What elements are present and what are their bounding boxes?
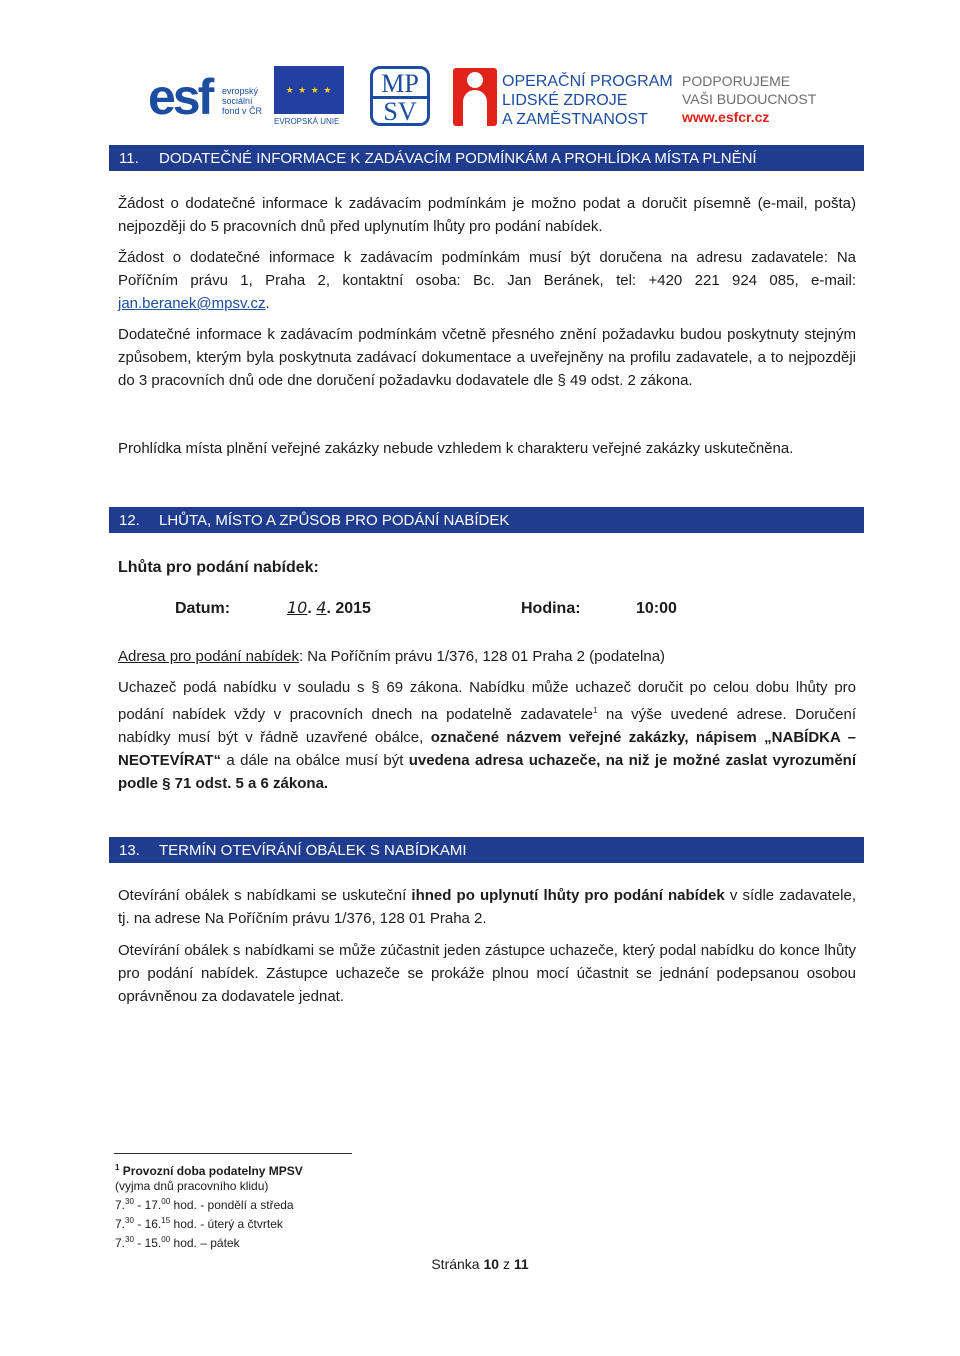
s12-text: na výše uvedené adrese. Doručení nabídky musí být v řádně uzavřené obálce, (118, 706, 856, 746)
footnote-row: 7.30 - 16.15 hod. - úterý a čtvrtek (115, 1216, 283, 1231)
s12-text: a dále na obálce musí být (221, 752, 409, 769)
date-day-handwritten: 10 (287, 598, 308, 617)
op-line: LIDSKÉ ZDROJE (502, 92, 628, 109)
esf-letters: esf (148, 69, 212, 125)
page-number (0, 1256, 960, 1272)
footnote-row: 7.30 - 17.00 hod. - pondělí a středa (115, 1197, 294, 1212)
current-page: 10 (483, 1256, 500, 1272)
section-12-heading (109, 507, 864, 533)
s11-paragraph-1: Žádost o dodatečné informace k zadávacím podmínkám je možno podat a doručit písemně (e-mail, pošta) nejpozději do 5 pracovních dnů před uplynutím lhůty pro podání nabídek. (118, 195, 856, 235)
slogan-line: PODPORUJEME (682, 73, 791, 89)
mpsv-logo-top: MP (381, 69, 419, 98)
esf-logo (148, 66, 348, 128)
s13-paragraph-2: Otevírání obálek s nabídkami se může zúčastnit jeden zástupce uchazeče, který podal nabídku do konce lhůty pro podání nabídek. Zástupce uchazeče se prokáže plnou mocí účastnit se jednání podepsanou osobou oprávněnou za dodavatele jednat. (118, 942, 856, 1005)
section-number: 12. (119, 512, 140, 529)
section-title: TERMÍN OTEVÍRÁNÍ OBÁLEK S NABÍDKAMI (159, 842, 467, 859)
slogan (682, 72, 816, 126)
date-label: Datum: (175, 600, 231, 617)
time-value: 10:00 (636, 600, 677, 617)
total-pages: 11 (513, 1256, 529, 1272)
page-prefix: Stránka (431, 1256, 484, 1272)
footnote (115, 1160, 303, 1251)
esf-url: www.esfcr.cz (682, 109, 770, 125)
s11-paragraph-2 (118, 246, 856, 315)
s13-bold-text: ihned po uplynutí lhůty pro podání nabídek (411, 887, 725, 904)
s12-paragraph (118, 676, 856, 795)
esf-text-line: evropský (222, 86, 259, 96)
footnote-divider (114, 1153, 352, 1154)
esf-text (222, 86, 262, 116)
email-link[interactable]: jan.beranek@mpsv.cz (118, 295, 266, 312)
section-title: DODATEČNÉ INFORMACE K ZADÁVACÍM PODMÍNKÁM A PROHLÍDKA MÍSTA PLNĚNÍ (159, 150, 757, 167)
op-program-name (502, 72, 673, 129)
eu-flag-icon: ★ ★ ★ ★ (274, 66, 344, 114)
section-title: LHŮTA, MÍSTO A ZPŮSOB PRO PODÁNÍ NABÍDEK (159, 512, 510, 529)
deadline-label: Lhůta pro podání nabídek: (118, 559, 319, 576)
s13-paragraph-1 (118, 884, 856, 930)
date-value: 10. 4. 2015 (287, 598, 371, 617)
date-year: . 2015 (326, 600, 371, 617)
slogan-line: VAŠI BUDOUCNOST (682, 91, 817, 107)
time-label: Hodina: (521, 600, 581, 617)
s11-paragraph-4: Prohlídka místa plnění veřejné zakázky nebude vzhledem k charakteru veřejné zakázky uskutečněna. (118, 440, 794, 457)
footnote-note: (vyjma dnů pracovního klidu) (115, 1179, 269, 1193)
esf-text-line: fond v ČR (222, 106, 263, 116)
address-label: Adresa pro podání nabídek (118, 648, 299, 665)
address-value: : Na Poříčním právu 1/376, 128 01 Praha 2 (podatelna) (298, 648, 666, 665)
op-logo-icon (453, 68, 498, 128)
s13-text: Otevírání obálek s nabídkami se uskuteční (118, 887, 412, 904)
mpsv-logo-bottom: SV (373, 96, 427, 125)
s12-text: Uchazeč podá nabídku v souladu s § 69 zákona. Nabídku může uchazeč doručit po celou dobu lhůty pro podání nabídek vždy v pracovních dnech na podatelně zadavatele (118, 679, 856, 723)
section-number: 11. (119, 150, 139, 167)
page-separator: z (499, 1256, 514, 1272)
s13-text: v sídle zadavatele, tj. na adrese Na Poříčním právu 1/376, 128 01 Praha 2. (118, 887, 856, 927)
footnote-ref: 1 (593, 706, 598, 715)
footnote-title: Provozní doba podatelny MPSV (122, 1164, 303, 1178)
op-line: A ZAMĚSTNANOST (502, 111, 648, 128)
s12-bold-text: uvedena adresa uchazeče, na niž je možné zaslat vyrozumění podle § 71 odst. 5 a 6 zákona. (118, 752, 856, 792)
mpsv-logo (370, 66, 430, 126)
date-month-handwritten: 4 (316, 598, 327, 617)
punctuation: . (265, 295, 270, 312)
s11-paragraph-2-text: Žádost o dodatečné informace k zadávacím podmínkám musí být doručena na adresu zadavatele: Na Poříčním právu 1, Praha 2, kontaktní osoba: Bc. Jan Beránek, tel: +420 221 924 085, e-mail: (118, 249, 856, 289)
section-13-heading (109, 837, 864, 863)
address-line (118, 645, 856, 668)
esf-text-line: sociální (222, 96, 253, 106)
op-line: OPERAČNÍ PROGRAM (502, 73, 673, 90)
section-number: 13. (119, 842, 140, 859)
eu-text: EVROPSKÁ UNIE (274, 117, 340, 126)
footnote-mark: 1 (115, 1163, 120, 1172)
s12-bold-text: označené názvem veřejné zakázky, nápisem „NABÍDKA – NEOTEVÍRAT“ (118, 729, 856, 769)
section-11-heading (109, 145, 864, 171)
s11-paragraph-3: Dodatečné informace k zadávacím podmínkám včetně přesného znění požadavku budou poskytnuty stejným způsobem, kterým byla poskytnuta zadávací dokumentace a uveřejněny na profilu zadavatele, a to nejpozději do 3 pracovních dnů ode dne doručení požadavku dodavatele dle § 49 odst. 2 zákona. (118, 326, 856, 389)
footnote-row: 7.30 - 15.00 hod. – pátek (115, 1235, 240, 1250)
